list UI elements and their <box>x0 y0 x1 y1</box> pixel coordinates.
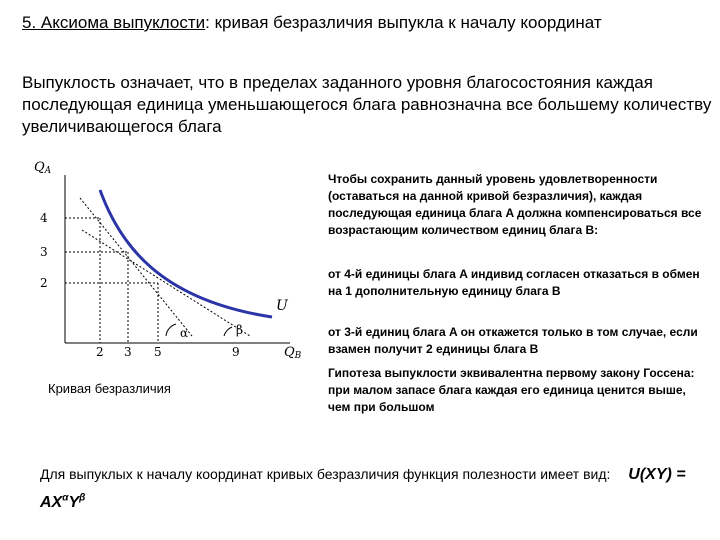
tangent-steep <box>80 198 192 336</box>
x-tick-label: 5 <box>154 345 162 359</box>
indifference-curve <box>100 190 272 317</box>
title-rest: : кривая безразличия выпукла к началу координат <box>205 13 602 32</box>
note-paragraph-1: Чтобы сохранить данный уровень удовлетворенности (оставаться на данной кривой безразличия), каждая последующая единица блага A должна компенсироваться все возрастающим количеством единиц блага B: <box>328 172 702 237</box>
note-paragraph-4: Гипотеза выпуклости эквивалентна первому закону Госсена: при малом запасе блага каждая его единица ценится выше, чем при большом <box>328 366 695 414</box>
x-tick-label: 9 <box>232 345 240 359</box>
angle-beta-arc <box>224 327 232 336</box>
indifference-curve-diagram <box>0 150 320 380</box>
y-tick-label: 4 <box>40 211 48 225</box>
x-axis-label: QB <box>284 345 302 361</box>
angle-alpha-arc <box>166 324 176 336</box>
x-tick-label: 3 <box>124 345 132 359</box>
intro-text: Выпуклость означает, что в пределах заданного уровня благосостояния каждая последующая единица уменьшающегося блага равнозначна все большему количеству увеличивающегося блага <box>22 73 712 136</box>
angle-alpha: α <box>180 326 189 340</box>
x-tick-label: 2 <box>96 345 104 359</box>
slide-title <box>22 12 712 34</box>
y-tick-label: 2 <box>40 276 48 290</box>
note-paragraph-3: от 3-й единиц блага A он откажется только в том случае, если взамен получит 2 единицы блага B <box>328 325 698 356</box>
footer-sentence: Для выпуклых к началу координат кривых безразличия функция полезности имеет вид: <box>40 466 611 482</box>
y-tick-label: 3 <box>40 245 48 259</box>
footer-text <box>40 462 700 515</box>
curve-label: U <box>276 298 288 314</box>
note-paragraph-2: от 4-й единицы блага A индивид согласен отказаться в обмен на 1 дополнительную единицу блага B <box>328 267 700 298</box>
angle-beta: β <box>236 323 243 337</box>
diagram-caption: Кривая безразличия <box>48 381 171 396</box>
utility-formula: $U(XY) = AX^\alpha Y^\beta$ <box>40 466 686 512</box>
tangent-flat <box>82 230 250 336</box>
title-lead: 5. Аксиома выпуклости <box>22 13 206 32</box>
y-axis-label: QA <box>34 160 52 176</box>
